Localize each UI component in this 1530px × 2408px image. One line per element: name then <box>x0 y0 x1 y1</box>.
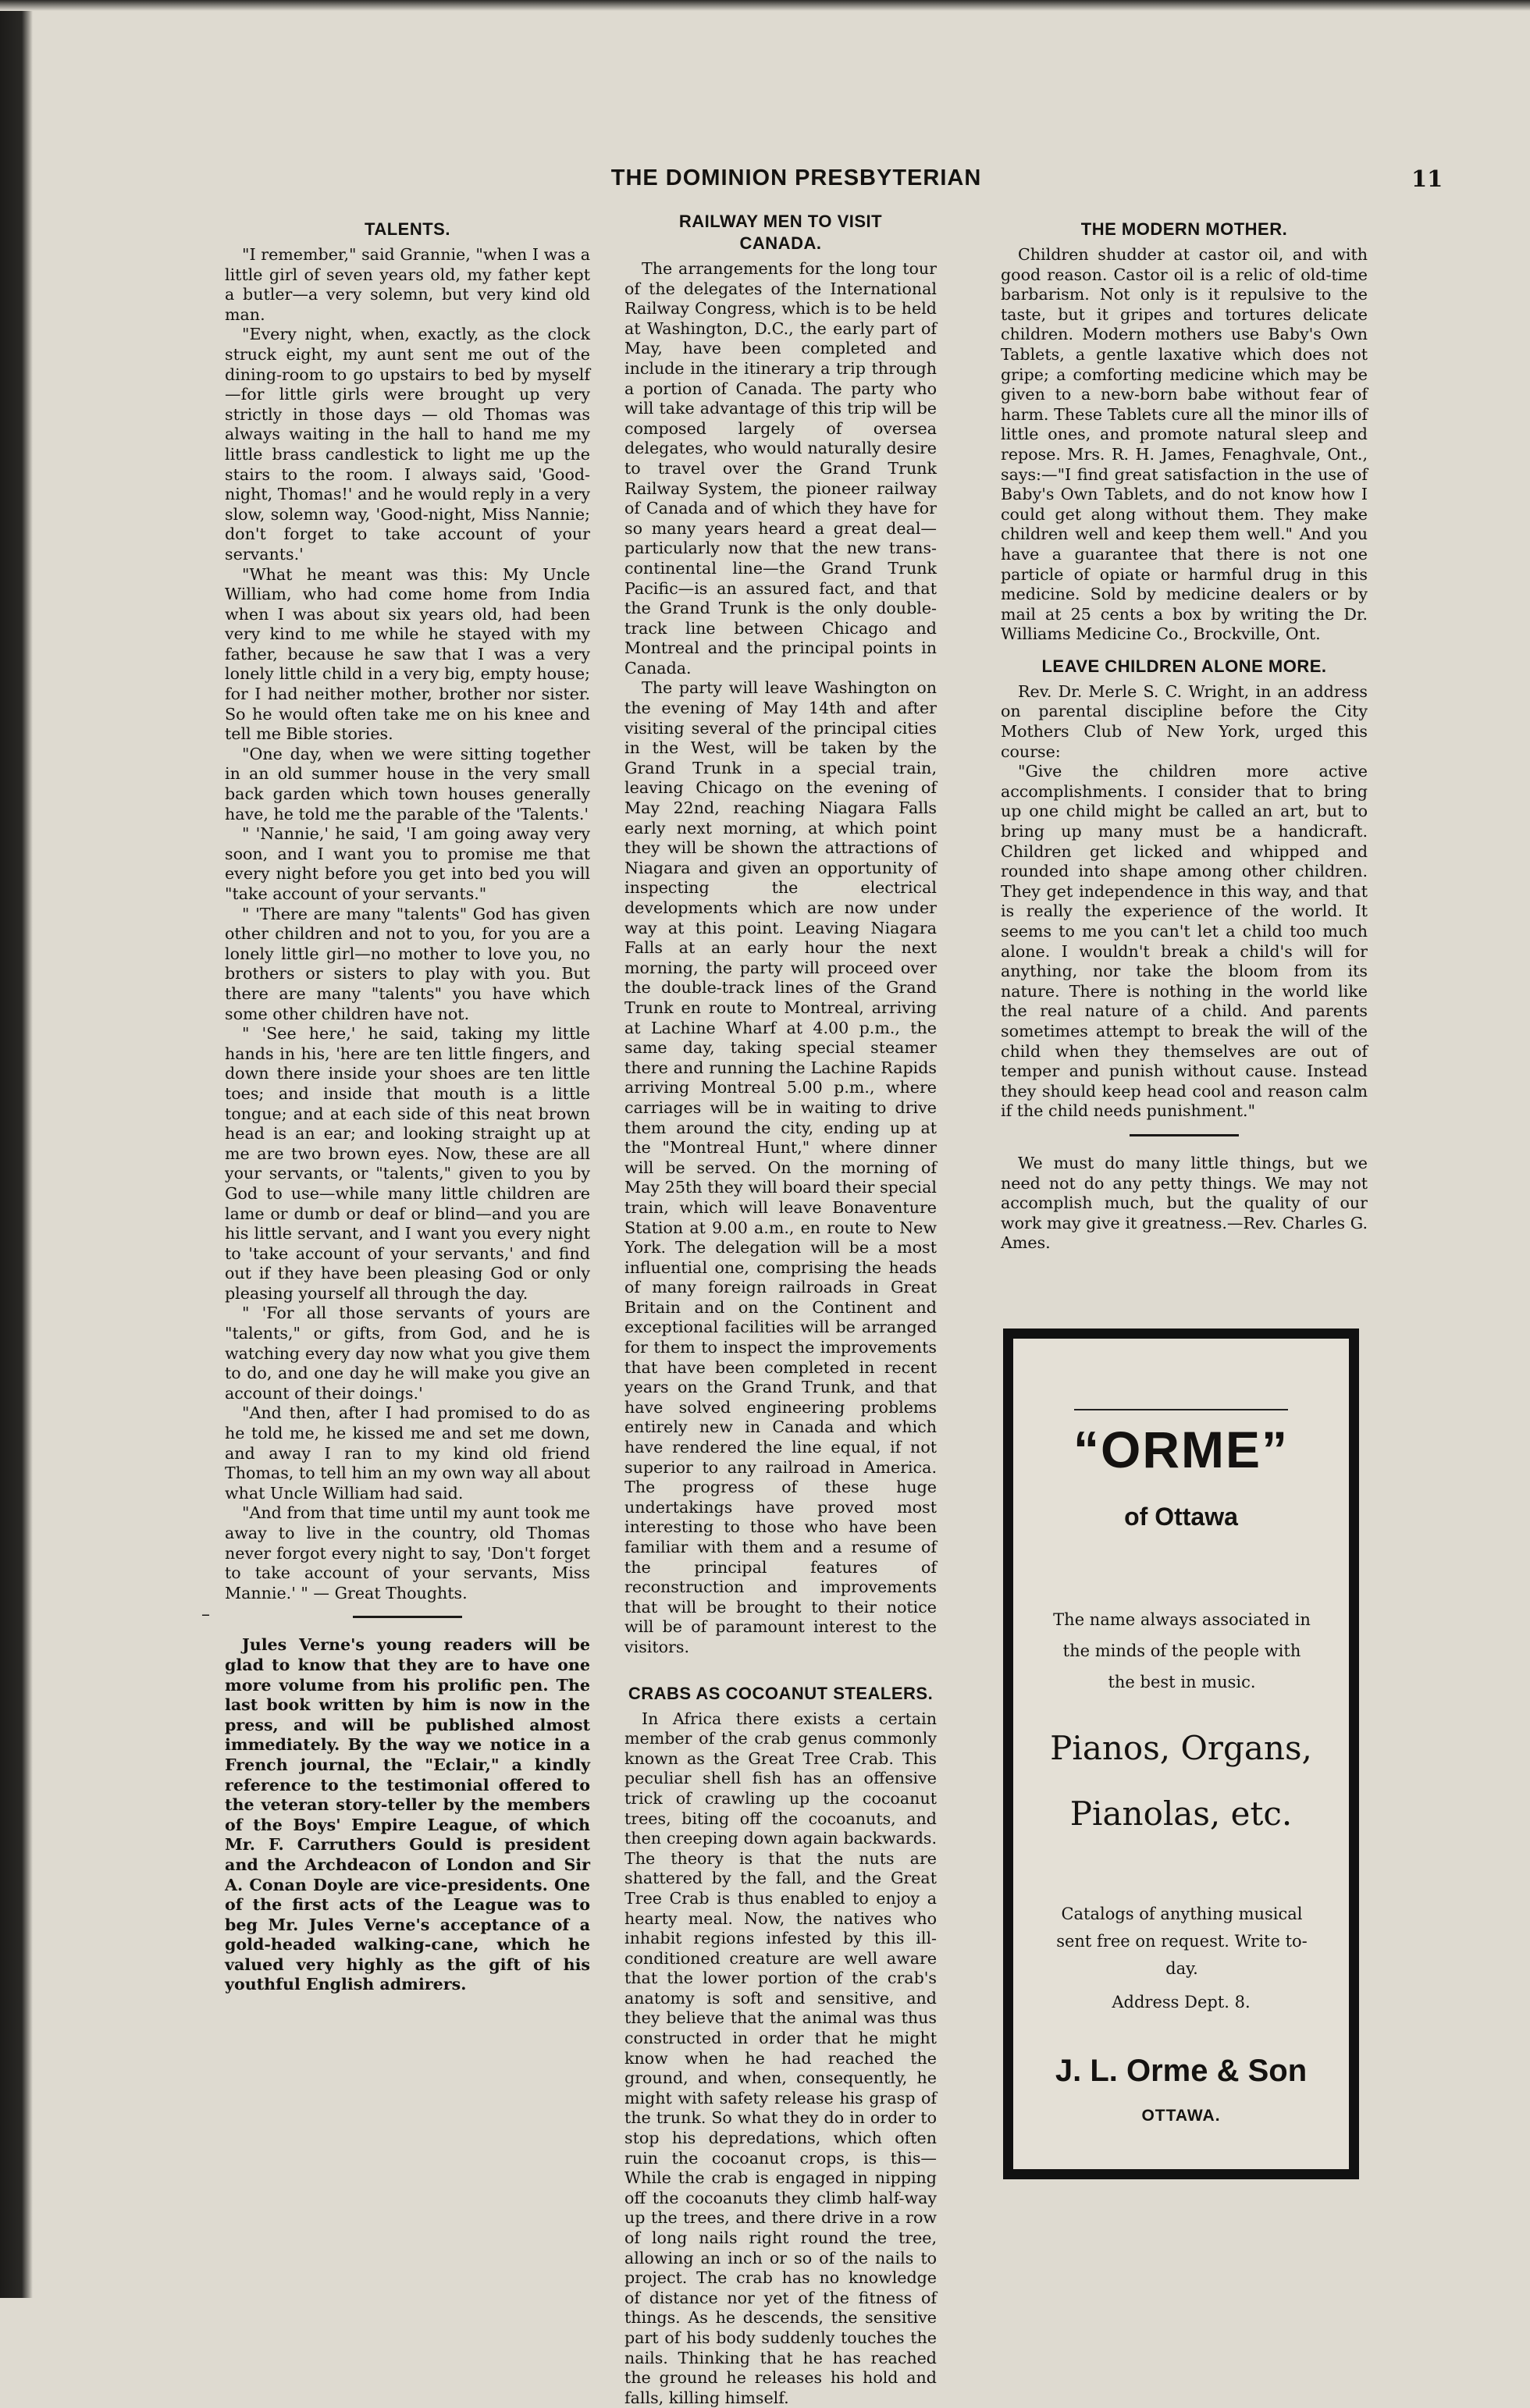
ad-city: of Ottawa <box>1124 1503 1238 1531</box>
railway-paragraph: The arrangements for the long tour of the delegates of the International Railway Congress, which is to be held at Washington, D.C., the early part of May, have been completed and include in the itinerary a trip through a portion of Canada. The party who will take advantage of this trip will be composed largely of oversea delegates, who would naturally desire to travel over the Grand Trunk Railway System, the pioneer railway of Canada and of which they have for so many years heard a great deal—particularly now that the new trans-continental line—the Grand Trunk Pacific—is an assured fact, and that the Grand Trunk is the only double-track line between Chicago and Montreal and the principal points in Canada. <box>624 259 937 678</box>
orme-advertisement <box>1003 1328 1359 2179</box>
page-number: 11 <box>1411 165 1443 192</box>
little-things-paragraph: We must do many little things, but we need not do any petty things. We may not accomplish much, but the quality of our work may give it greatness.—Rev. Charles G. Ames. <box>1001 1153 1368 1253</box>
scan-edge-left <box>0 0 33 2298</box>
scan-edge-top <box>0 0 1530 11</box>
railway-heading-line2: CANADA. <box>739 233 822 253</box>
column-right <box>1001 219 1368 1254</box>
crabs-paragraph: In Africa there exists a certain member of the crab genus commonly known as the Great Tree Crab. This peculiar shell fish has an offensive trick of crawling up the cocoanut trees, biting off the cocoanuts, and then creeping down again backwards. The theory is that the nuts are shattered by the fall, and the Great Tree Crab is thus enabled to enjoy a hearty meal. Now, the natives who inhabit regions infested by this ill-conditioned creature are well aware that the lower portion of the crab's anatomy is soft and sensitive, and they believe that the animal was thus constructed in order that he might know when he had reached the ground, and when, consequently, he might with safety release his grasp of the trunk. So what they do in order to stop his depredations, which often ruin the cocoanut crops, is this—While the crab is engaged in nipping off the cocoanuts they climb half-way up the trees, and there drive in a row of long nails right round the tree, allowing an inch or so of the nails to project. The crab has no knowledge of distance nor yet of the fitness of things. As he descends, the sensitive part of his body suddenly touches the nails. Thinking that he has reached the ground he releases his hold and falls, killing himself. <box>624 1709 937 2407</box>
section-gap <box>1001 645 1368 656</box>
leave-children-quote: "Give the children more active accomplishments. I consider that to bring up one child might be called an art, but to bring up many must be a handicraft. Children get licked and whipped and rounded into shape among other children. They get independence in this way, and that is really the experience of the world. It seems to me you can't let a child too much alone. I wouldn't break a child's will for anything, nor take the bloom from its nature. There is nothing in the world like the real nature of a child. And parents sometimes attempt to break the will of the child when they themselves are out of temper and punish without cause. Instead they should keep head cool and reason calm if the child needs punishment." <box>1001 762 1368 1121</box>
ad-tagline: The name always associated in the minds of the people with the best in music. <box>1053 1610 1311 1691</box>
column-middle <box>624 211 937 2408</box>
leave-children-intro: Rev. Dr. Merle S. C. Wright, in an address on parental discipline before the City Mothers Club of New York, urged this course: <box>1001 681 1368 761</box>
section-gap <box>624 1658 937 1683</box>
talents-paragraph: "I remember," said Grannie, "when I was a little girl of seven years old, my father kept a butler—a very solemn, but very kind old man. <box>225 245 590 324</box>
talents-paragraph: " 'There are many "talents" God has given other children and not to you, for you are a lonely little girl—no mother to love you, no brothers or sisters to play with you. But there are many "talents" you have which some other children have not. <box>225 904 590 1023</box>
talents-paragraph: " 'For all those servants of yours are "talents," or gifts, from God, and he is watching every day now what you give them to do, and one day he will make you give an account of their doings.' <box>225 1304 590 1403</box>
ad-products: Pianos, Organs, <box>1050 1729 1312 1767</box>
ad-catalog-text: Catalogs of anything musical sent free on request. Write to-day. <box>1056 1905 1308 1978</box>
ad-brand: “ORME” <box>1073 1421 1289 1478</box>
talents-paragraph: "And from that time until my aunt took me away to live in the country, old Thomas never forgot every night to say, 'Don't forget to take account of your servants, Miss Mannie.' " — Great Thoughts. <box>225 1503 590 1602</box>
ad-firm-city: OTTAWA. <box>1141 2107 1221 2125</box>
talents-heading: TALENTS. <box>365 219 450 239</box>
crabs-heading: CRABS AS COCOANUT STEALERS. <box>628 1683 934 1703</box>
column-left <box>225 219 590 1995</box>
margin-mark: – <box>201 1605 210 1624</box>
section-divider <box>353 1616 462 1618</box>
section-divider <box>1130 1134 1239 1136</box>
talents-paragraph: "And then, after I had promised to do as he told me, he kissed me and set me down, and away I ran to my kind old friend Thomas, to tell him an my own way all about what Uncle William had said. <box>225 1403 590 1503</box>
talents-paragraph: "Every night, when, exactly, as the clock struck eight, my aunt sent me out of the dining-room to go upstairs to bed by myself—for little girls were brought up very strictly in those days — old Thomas was always waiting in the hall to hand me my little brass candlestick to light me up the stairs to the room. I always said, 'Good-night, Thomas!' and he would reply in a very slow, solemn way, 'Good-night, Miss Nannie; don't forget to take account of your servants.' <box>225 325 590 564</box>
ad-address: Address Dept. 8. <box>1112 1993 1251 2011</box>
talents-paragraph: " 'See here,' he said, taking my little hands in his, 'here are ten little fingers, and down there inside your shoes are ten little toes; and inside that mouth is a little tongue; and at each side of this neat brown head is an ear; and looking straight up at me are two brown eyes. Now, these are all your servants, or "talents," given to you by God to use—while many little children are lame or dumb or deaf or blind—and you are his little servant, and I want you every night to 'take account of your servants,' and find out if they have been pleasing God or only pleasing yourself all through the day. <box>225 1024 590 1303</box>
ad-divider <box>1074 1409 1288 1410</box>
modern-mother-paragraph: Children shudder at castor oil, and with good reason. Castor oil is a relic of old-time barbarism. Not only is it repulsive to the taste, but it gripes and tortures delicate children. Modern mothers use Baby's Own Tablets, a gentle laxative which does not gripe; a comforting medicine which may be given to a new-born babe without fear of harm. These Tablets cure all the minor ills of little ones, and promote natural sleep and repose. Mrs. R. H. James, Fenaghvale, Ont., says:—"I find great satisfaction in the use of Baby's Own Tablets, and do not know how I could get along without them. They make children well and keep them well." And you have a guarantee that there is not one particle of opiate or harmful drug in this medicine. Sold by medicine dealers or by mail at 25 cents a box by writing the Dr. Williams Medicine Co., Brockville, Ont. <box>1001 245 1368 644</box>
talents-paragraph: "What he meant was this: My Uncle William, who had come home from India when I was about six years old, had been very kind to me while he stayed with my father, because he saw that I was a very lonely little child in a very big, empty house; for I had neither mother, brother nor sister. So he would often take me on his knee and tell me Bible stories. <box>225 564 590 744</box>
ad-products: Pianolas, etc. <box>1069 1794 1293 1833</box>
railway-paragraph: The party will leave Washington on the evening of May 14th and after visiting several of the principal cities in the West, will be taken by the Grand Trunk in a special train, leaving Chicago on the evening of May 22nd, reaching Niagara Falls early next morning, at which point they will be shown the attractions of Niagara and given an opportunity of inspecting the electrical developments which are now under way at this point. Leaving Niagara Falls at an early hour the next morning, the party will proceed over the double-track lines of the Grand Trunk en route to Montreal, arriving at Lachine Wharf at 4.00 p.m., the same day, taking special steamer there and running the Lachine Rapids arriving Montreal 5.00 p.m., where carriages will be in waiting to drive them around the city, ending up at the "Montreal Hunt," where dinner will be served. On the morning of May 25th they will board their special train, which will leave Bonaventure Station at 9.00 a.m., en route to New York. The delegation will be a most influential one, comprising the heads of many foreign railroads in Great Britain and on the Continent and exceptional facilities will be arranged for them to inspect the improvements that have been completed in recent years on the Grand Trunk, and that have solved engineering problems entirely new in Canada and which have rendered the line equal, if not superior to any railroad in America. The progress of these huge undertakings have proved most interesting to those who have been familiar with them and a resume of the principal features of reconstruction and improvements that will be brought to their notice will be of paramount interest to the visitors. <box>624 678 937 1656</box>
leave-children-heading: LEAVE CHILDREN ALONE MORE. <box>1041 656 1327 676</box>
railway-heading-line1: RAILWAY MEN TO VISIT <box>678 212 883 231</box>
ad-firm-name: J. L. Orme & Son <box>1055 2054 1308 2088</box>
talents-paragraph: "One day, when we were sitting together in an old summer house in the very small back garden which town houses generally have, he told me the parable of the 'Talents.' <box>225 744 590 823</box>
modern-mother-heading: THE MODERN MOTHER. <box>1080 219 1288 239</box>
talents-paragraph: " 'Nannie,' he said, 'I am going away very soon, and I want you to promise me that every night before you get into bed you will "take account of your servants." <box>225 824 590 903</box>
masthead: THE DOMINION PRESBYTERIAN <box>610 165 982 190</box>
jules-verne-paragraph: Jules Verne's young readers will be glad to know that they are to have one more volume from his prolific pen. The last book written by him is now in the press, and will be published almost immediately. By the way we notice in a French journal, the "Eclair," a kindly reference to the testimonial offered to the veteran story-teller by the members of the Boys' Empire League, of which Mr. F. Carruthers Gould is president and the Archdeacon of London and Sir A. Conan Doyle are vice-presidents. One of the first acts of the League was to beg Mr. Jules Verne's acceptance of a gold-headed walking-cane, which he valued very highly as the gift of his youthful English admirers. <box>225 1635 590 1994</box>
